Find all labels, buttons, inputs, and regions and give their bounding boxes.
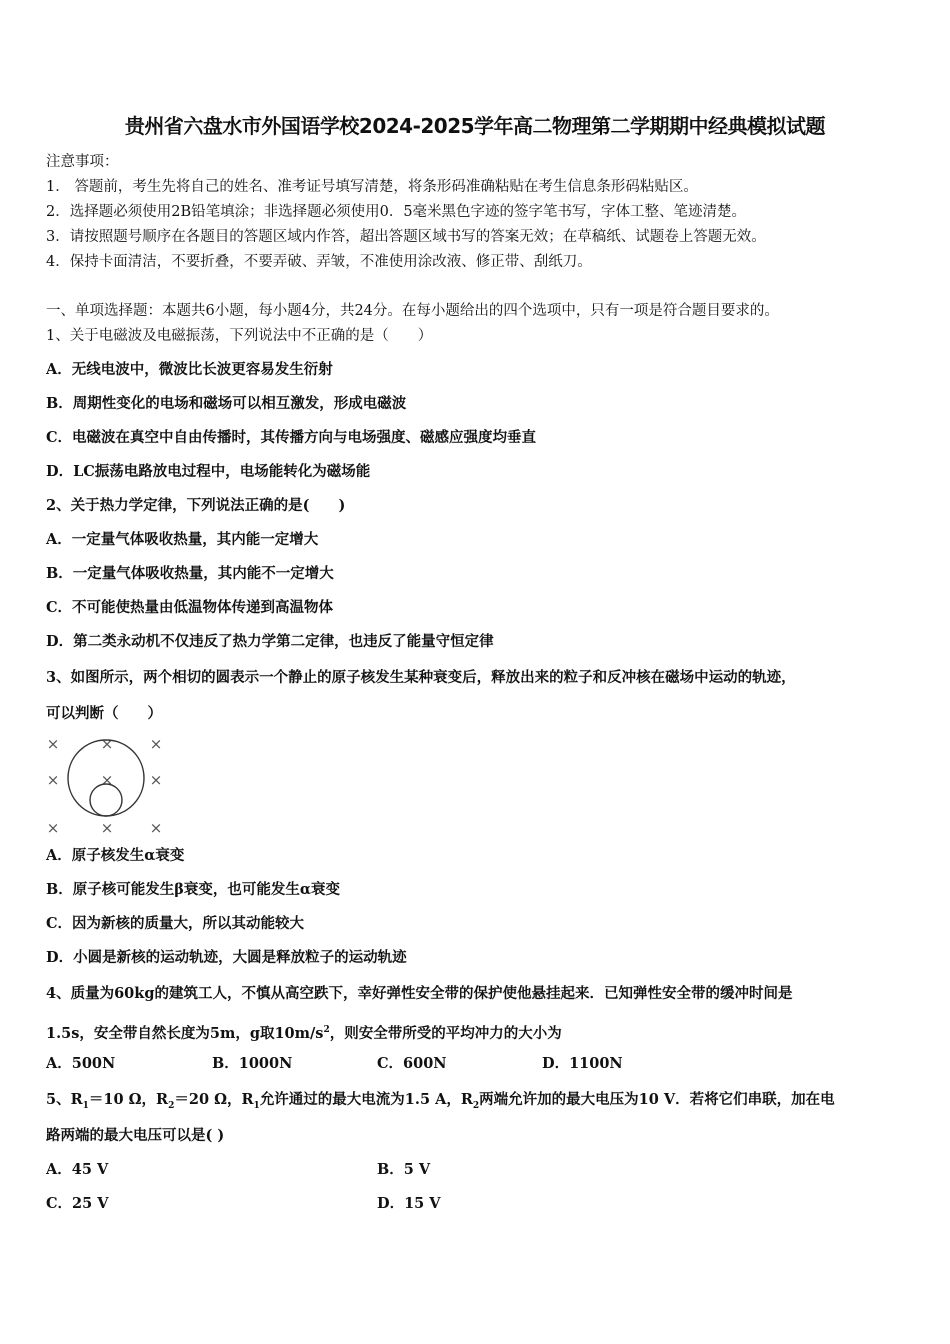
q5-option-b: B．5 V — [377, 1161, 431, 1178]
question-4-stem-line2: 1.5s，安全带自然长度为5m，g取$10m/s^2$，则安全带所受的平均冲力的大小为 — [46, 1024, 562, 1042]
field-cross-icon: × — [100, 771, 114, 789]
q5-option-a: A．45 V — [46, 1161, 109, 1178]
section-heading: 一、单项选择题：本题共6小题，每小题4分，共24分。在每小题给出的四个选项中，只有一项是符合题目要求的。 — [46, 303, 779, 319]
question-3-stem-line2: 可以判断（ ） — [46, 705, 162, 722]
question-5-stem-line1: 5、$R_1=10$ Ω，$R_2=20$ Ω，$R_1$允许通过的最大电流为1.5 A，$R_2$两端允许加的最大电压为10 V．若将它们串联，加在电 — [46, 1091, 835, 1111]
q1-option-d: D．LC振荡电路放电过程中，电场能转化为磁场能 — [46, 463, 371, 480]
question-1-stem: 1、关于电磁波及电磁振荡，下列说法中不正确的是（ ） — [46, 328, 433, 344]
question-3-stem-line1: 3、如图所示，两个相切的圆表示一个静止的原子核发生某种衰变后，释放出来的粒子和反冲核在磁场中运动的轨迹， — [46, 669, 796, 686]
q3-option-c: C．因为新核的质量大，所以其动能较大 — [46, 915, 305, 932]
field-cross-icon: × — [46, 771, 60, 789]
notice-item: 2．选择题必须使用2B铅笔填涂；非选择题必须使用0．5毫米黑色字迹的签字笔书写，字体工整、笔迹清楚。 — [46, 204, 747, 220]
q1-option-a: A．无线电波中，微波比长波更容易发生衍射 — [46, 361, 333, 378]
field-cross-icon: × — [100, 735, 114, 753]
question-2-stem: 2、关于热力学定律，下列说法正确的是( ) — [46, 497, 346, 514]
q4-option-a: A．500N — [46, 1055, 116, 1072]
q1-option-c: C．电磁波在真空中自由传播时，其传播方向与电场强度、磁感应强度均垂直 — [46, 429, 537, 446]
q3-option-b: B．原子核可能发生β衰变，也可能发生α衰变 — [46, 881, 341, 898]
q5-option-c: C．25 V — [46, 1195, 109, 1212]
field-cross-icon: × — [46, 819, 60, 837]
q3-option-a: A．原子核发生α衰变 — [46, 847, 185, 864]
q3-option-d: D．小圆是新核的运动轨迹，大圆是释放粒子的运动轨迹 — [46, 949, 407, 966]
q2-option-c: C．不可能使热量由低温物体传递到高温物体 — [46, 599, 334, 616]
field-cross-icon: × — [100, 819, 114, 837]
q4-option-c: C．600N — [377, 1055, 447, 1072]
q4-option-d: D．1100N — [542, 1055, 623, 1072]
question-5-stem-line2: 路两端的最大电压可以是( ) — [46, 1127, 225, 1144]
field-cross-icon: × — [149, 771, 163, 789]
q4-option-b: B．1000N — [212, 1055, 293, 1072]
q2-option-a: A．一定量气体吸收热量，其内能一定增大 — [46, 531, 319, 548]
field-cross-icon: × — [46, 735, 60, 753]
q5-option-d: D．15 V — [377, 1195, 441, 1212]
q2-option-b: B．一定量气体吸收热量，其内能不一定增大 — [46, 565, 334, 582]
page-title: 贵州省六盘水市外国语学校2024-2025学年高二物理第二学期期中经典模拟试题 — [124, 114, 826, 138]
notice-item: 3．请按照题号顺序在各题目的答题区域内作答，超出答题区域书写的答案无效；在草稿纸、试题卷上答题无效。 — [46, 229, 766, 245]
field-cross-icon: × — [149, 735, 163, 753]
notice-heading: 注意事项： — [46, 154, 119, 170]
question-4-stem-line1: 4、质量为60kg的建筑工人，不慎从高空跌下，幸好弹性安全带的保护使他悬挂起来．已知弹性安全带的缓冲时间是 — [46, 985, 793, 1002]
magnetic-field-figure — [44, 734, 174, 838]
q2-option-d: D．第二类永动机不仅违反了热力学第二定律，也违反了能量守恒定律 — [46, 633, 494, 650]
field-cross-icon: × — [149, 819, 163, 837]
notice-item: 4．保持卡面清洁，不要折叠，不要弄破、弄皱，不准使用涂改液、修正带、刮纸刀。 — [46, 254, 592, 270]
q1-option-b: B．周期性变化的电场和磁场可以相互激发，形成电磁波 — [46, 395, 407, 412]
notice-item: 1． 答题前，考生先将自己的姓名、准考证号填写清楚，将条形码准确粘贴在考生信息条形码粘贴区。 — [46, 179, 698, 195]
